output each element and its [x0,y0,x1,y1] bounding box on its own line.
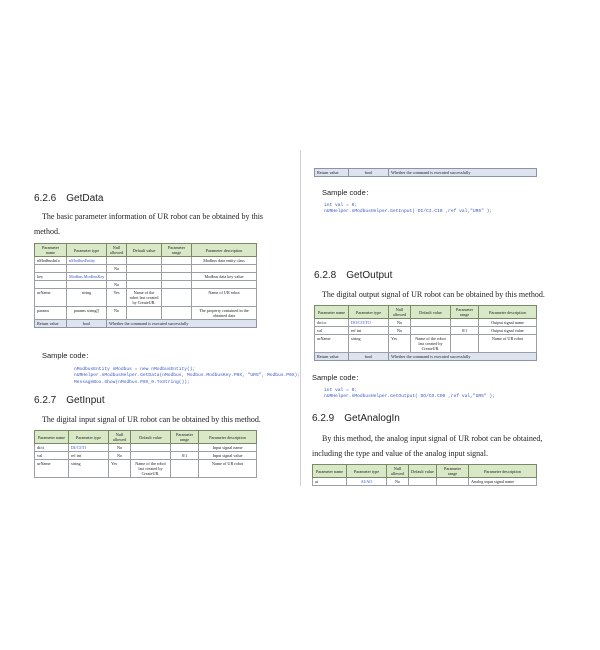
table-cell: Return value [35,320,67,328]
parameter-table-getinput [34,430,257,478]
table-cell [67,281,107,289]
code-line: nModbusEntity nModbus = new nModbusEntity(); [74,367,196,372]
table-cell: Whether the command is executed successfully [389,353,537,361]
code-block-getinput [324,203,492,216]
table-cell: string [349,335,389,353]
table-cell: bool [67,320,107,328]
table-cell [162,307,192,320]
table-cell: Yes [109,460,131,478]
table-header-cell: Null allowed [109,431,131,444]
section-number: 6.2.7 [34,395,57,406]
table-cell [127,281,162,289]
table-cell: No [389,319,411,327]
table-cell: string [69,460,109,478]
section-number: 6.2.6 [34,193,57,204]
sample-code-label: Sample code： [42,351,94,360]
table-cell: No [107,307,127,320]
table-cell [171,444,199,452]
sample-code-label: Sample code： [322,188,374,197]
table-cell: No [107,281,127,289]
table-cell [131,452,171,460]
table-cell: bool [349,353,389,361]
table-row [35,265,257,273]
right-page [300,0,600,650]
table-cell [192,265,257,273]
section-paragraph: The basic parameter information of UR robot can be obtained by this method. [34,212,264,236]
table-cell: Output signal name [479,319,537,327]
table-header-cell: Parameter description [479,306,537,319]
code-line: int val = 0; [324,203,358,208]
section-title: GetOutput [346,270,393,281]
table-cell: Whether the command is executed successfully [389,169,537,177]
table-cell: No [109,444,131,452]
table-cell [35,281,67,289]
table-cell: urName [35,460,69,478]
table-cell: 0/1 [451,327,479,335]
table-cell: ref int [69,452,109,460]
parameter-table-getoutput [314,305,537,361]
table-cell: The property contained in the obtained data [192,307,257,320]
table-cell [35,265,67,273]
table-cell: Modbus.ModbusKey [67,273,107,281]
table-cell: Input signal name [199,444,257,452]
table-cell: bool [349,169,389,177]
code-block-getoutput [324,388,495,401]
code-line: nURHelper.nModbusHelper.GetInput( DI/CI.CI0 ,ref val,"UR5" ); [324,209,493,215]
table-header-cell: Parameter range [162,244,192,257]
table-cell: Output signal value [479,327,537,335]
table-cell: Name of the robot last created by CreateUR. [411,335,451,353]
table-cell: di/ci [35,444,69,452]
table-cell [411,327,451,335]
table-cell: Analog input signal name [469,478,537,486]
table-cell: Name of UR robot [479,335,537,353]
table-header-row [35,244,257,257]
section-paragraph: The digital output signal of UR robot can be obtained by this method. [322,290,545,299]
table-cell [171,460,199,478]
table-row [35,289,257,307]
code-line: int val = 0; [324,388,358,393]
table-header-cell: Parameter type [69,431,109,444]
parameter-table-getanalogin [312,464,537,486]
section-number: 6.2.9 [312,413,335,424]
table-row [35,460,257,478]
table-cell: ai [313,478,347,486]
table-row [35,281,257,289]
table-cell: Name of UR robot [199,460,257,478]
table-header-row [315,306,537,319]
section-title: GetData [66,193,104,204]
table-return-row [315,353,537,361]
section-paragraph: including the type and value of the analog input signal. [312,449,488,458]
table-cell: No [109,452,131,460]
table-row [315,327,537,335]
table-header-cell: Default value [127,244,162,257]
table-header-cell: Default value [411,306,451,319]
table-header-cell: Parameter name [313,465,347,478]
table-row [35,257,257,265]
section-title: GetAnalogIn [344,413,400,424]
code-line: MessageBox.Show(nModbus.P0X_0.ToString()); [74,379,190,385]
table-row [315,335,537,353]
table-header-cell: Parameter range [437,465,469,478]
table-cell: ref int [349,327,389,335]
table-cell: Modbus data key value [192,273,257,281]
table-cell [409,478,437,486]
table-cell: val [315,327,349,335]
table-cell: DO/CO/TO [349,319,389,327]
table-cell: AI/AO [347,478,387,486]
table-row [35,452,257,460]
code-block-getdata [74,367,300,386]
table-cell [162,257,192,265]
section-heading-6-2-6 [34,193,104,204]
table-header-cell: Default value [409,465,437,478]
table-cell [437,478,469,486]
table-row [35,444,257,452]
table-row [313,478,537,486]
table-cell: key [35,273,67,281]
parameter-table-getdata [34,243,257,328]
table-cell [127,265,162,273]
table-cell: nModbusInfo [35,257,67,265]
section-paragraph: The digital input signal of UR robot can be obtained by this method. [42,415,261,424]
table-cell [451,335,479,353]
table-cell: params string[] [67,307,107,320]
table-cell [107,273,127,281]
section-heading-6-2-7 [34,395,105,406]
table-cell: 0/1 [171,452,199,460]
table-cell: DI/CI/TI [69,444,109,452]
section-heading-6-2-9 [312,413,400,424]
table-cell [162,289,192,307]
section-paragraph: By this method, the analog input signal of UR robot can be obtained, [322,434,543,443]
section-heading-6-2-8 [314,270,392,281]
table-header-cell: Null allowed [387,465,409,478]
table-header-row [313,465,537,478]
table-cell: do/co [315,319,349,327]
sample-code-label: Sample code： [312,373,364,382]
code-line: nURHelper.nModbusHelper.GetData(nModbus, Modbus.ModbusKey.P0X, "UR5", Modbus.P0X); [74,373,301,379]
table-header-cell: Parameter name [35,431,69,444]
table-cell: Return value [315,353,349,361]
table-cell: urName [35,289,67,307]
table-cell [162,265,192,273]
table-cell [127,257,162,265]
table-header-cell: Parameter type [347,465,387,478]
code-line: nURHelper.nModbusHelper.GetOutput( DO/CO.CO0 ,ref val,"UR5" ); [324,394,495,400]
table-header-cell: Parameter description [199,431,257,444]
return-value-table-continued [314,168,537,177]
table-header-cell: Parameter type [67,244,107,257]
table-cell: string [67,289,107,307]
table-cell: No [107,265,127,273]
table-header-cell: Parameter description [469,465,537,478]
table-cell: Return value [315,169,349,177]
table-cell [131,444,171,452]
table-cell: Yes [107,289,127,307]
table-return-row [315,169,537,177]
table-cell: Whether the command is executed successfully [107,320,257,328]
table-row [35,307,257,320]
table-header-cell: Parameter range [171,431,199,444]
table-header-cell: Default value [131,431,171,444]
table-header-cell: Parameter name [35,244,67,257]
table-cell: No [389,327,411,335]
table-header-cell: Parameter name [315,306,349,319]
table-cell: val [35,452,69,460]
section-title: GetInput [66,395,105,406]
table-header-cell: Parameter range [451,306,479,319]
table-cell [107,257,127,265]
table-cell [162,273,192,281]
table-cell: Modbus data entity class [192,257,257,265]
table-row [35,273,257,281]
table-cell: params [35,307,67,320]
table-cell [411,319,451,327]
table-cell: Yes [389,335,411,353]
table-row [315,319,537,327]
table-cell [192,281,257,289]
table-header-row [35,431,257,444]
section-number: 6.2.8 [314,270,337,281]
table-cell [67,265,107,273]
table-cell: nModbusEntity [67,257,107,265]
table-cell [162,281,192,289]
table-cell [127,307,162,320]
table-cell: Name of the robot last created by CreateUR. [131,460,171,478]
table-header-cell: Null allowed [389,306,411,319]
table-header-cell: Parameter type [349,306,389,319]
table-cell [451,319,479,327]
table-cell: urName [315,335,349,353]
table-cell: No [387,478,409,486]
table-header-cell: Parameter description [192,244,257,257]
table-cell: Name of the robot last created by CreateUR. [127,289,162,307]
table-header-cell: Null allowed [107,244,127,257]
table-cell: Name of UR robot [192,289,257,307]
table-return-row [35,320,257,328]
table-cell [127,273,162,281]
table-cell: Input signal value [199,452,257,460]
